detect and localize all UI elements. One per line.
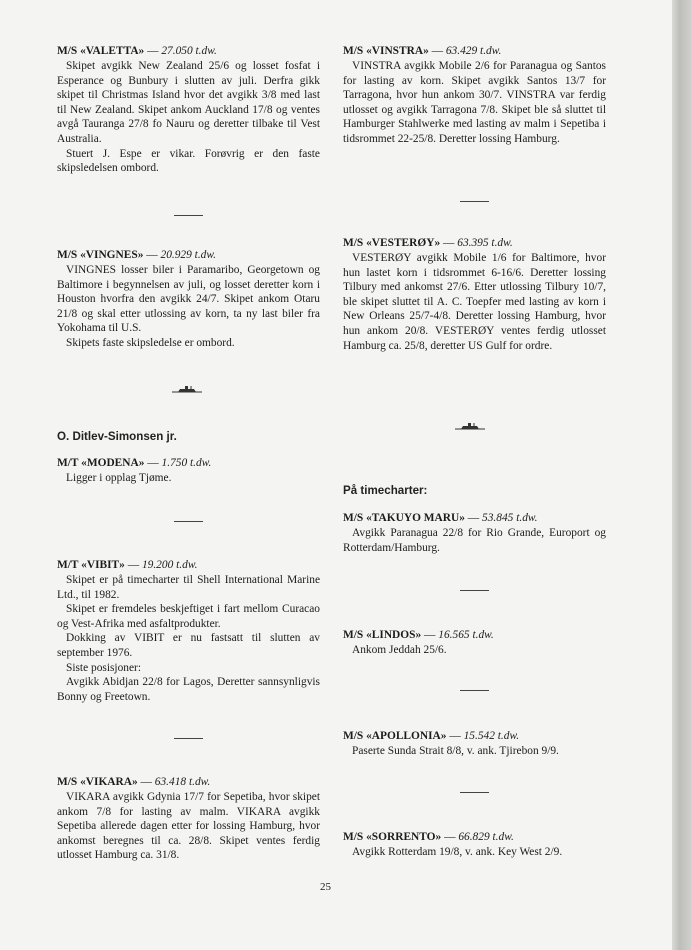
page-edge (672, 0, 691, 950)
ship-heading: M/S «LINDOS» — 16.565 t.dw. (343, 629, 494, 641)
report-paragraph: Paserte Sunda Strait 8/8, v. ank. Tjirebon 9/9. (352, 745, 559, 757)
ship-tonnage: 20.929 t.dw. (160, 249, 216, 261)
ship-name: M/T «VIBIT» (57, 559, 125, 571)
ship-entry-takuyo-maru (343, 511, 606, 555)
report-paragraph: VESTERØY avgikk Mobile 1/6 for Baltimore, hvor hun lastet korn i tidsrommet 6-16/6. Deretter lossing Tilbury med ankomst 27/6. Etter utlossing Tilbury 10/7, ble skipet sluttet til A. C. Toepfer med lasting av korn i New Orleans 25/7-4/8. Deretter lossing Hamburg, hvor hun ankom 20/8. VESTERØY ventes ferdig utlosset Hamburg ca. 25/8, deretter US Gulf for ordre. (343, 252, 606, 352)
ship-report (343, 744, 606, 759)
ship-heading: M/S «VESTERØY» — 63.395 t.dw. (343, 237, 513, 249)
report-paragraph: VINSTRA avgikk Mobile 2/6 for Paranagua og Santos for lasting av korn. Skipet avgikk Santos 13/7 for Tarragona, hvor hun ankom 30/7. VINSTRA var ferdig utlosset og avgikk Tarragona 7/8. Skipet ble så sluttet til Hamburger Stahlwerke med lasting av malm i Sepetiba i tidsrommet 22-25/8. Deretter lossing Hamburg. (343, 60, 606, 145)
ship-tonnage: 63.395 t.dw. (457, 237, 513, 249)
ship-entry-vikara (57, 775, 320, 863)
ship-ornament-icon (172, 384, 202, 394)
ship-report (57, 263, 320, 351)
ship-entry-modena (57, 456, 320, 486)
ship-name: M/S «TAKUYO MARU» (343, 512, 465, 524)
ship-tonnage: 53.845 t.dw. (482, 512, 538, 524)
ship-name: M/S «VALETTA» (57, 45, 145, 57)
ship-tonnage: 63.429 t.dw. (445, 45, 502, 57)
page-number: 25 (320, 881, 331, 893)
ship-heading: M/S «SORRENTO» — 66.829 t.dw. (343, 831, 514, 843)
ship-report (57, 573, 320, 704)
ship-heading: M/S «VIKARA» — 63.418 t.dw. (57, 776, 211, 788)
report-paragraph: Stuert J. Espe er vikar. Forøvrig er den faste skipsledelsen ombord. (57, 147, 320, 175)
ship-name: M/S «SORRENTO» (343, 831, 442, 843)
ship-heading: M/T «VIBIT» — 19.200 t.dw. (57, 559, 198, 571)
separator-rule (460, 590, 489, 591)
report-paragraph: Siste posisjoner: (66, 661, 141, 674)
ship-heading: M/S «VINGNES» — 20.929 t.dw. (57, 249, 216, 261)
report-paragraph: Skipet avgikk New Zealand 25/6 og losset fosfat i Esperance og Bunbury i slutten av juli. Derfra gikk skipet til Christmas Island hvor det avgikk 3/8 med last til New Zealand. Skipet ankom Auckland 17/8 og ventes avgå Tauranga 27/8 fo Nauru og deretter tilbake til Vest Australia. (57, 60, 320, 145)
report-paragraph: Skipet er fremdeles beskjeftiget i fart mellom Curacao og Vest-Afrika med asfaltprodukter. (57, 603, 320, 630)
ship-report (343, 59, 606, 147)
ship-entry-vingnes (57, 248, 320, 351)
ship-tonnage: 1.750 t.dw. (161, 457, 212, 469)
report-paragraph: Ankom Jeddah 25/6. (352, 644, 447, 656)
ship-name: M/T «MODENA» (57, 457, 145, 469)
ship-name: M/S «APOLLONIA» (343, 730, 447, 742)
section-heading: På timecharter: (343, 484, 428, 497)
ship-ornament-icon (455, 421, 485, 431)
report-paragraph: Dokking av VIBIT er nu fastsatt til slutten av september 1976. (57, 632, 320, 659)
report-paragraph: Avgikk Abidjan 22/8 for Lagos, Deretter sannsynligvis Bonny og Freetown. (57, 676, 320, 703)
ship-tonnage: 19.200 t.dw. (141, 559, 198, 571)
ship-report (57, 790, 320, 863)
separator-rule (174, 521, 203, 522)
ship-entry-valetta (57, 44, 320, 176)
ship-report (343, 643, 606, 658)
report-paragraph: Skipet er på timecharter til Shell International Marine Ltd., til 1982. (57, 574, 320, 601)
ship-name: M/S «VESTERØY» (343, 237, 441, 249)
ship-report (343, 526, 606, 555)
ship-entry-apollonia (343, 729, 606, 759)
separator-rule (174, 738, 203, 739)
report-paragraph: Ligger i opplag Tjøme. (66, 472, 172, 484)
ship-entry-vinstra (343, 44, 606, 147)
ship-entry-vibit (57, 558, 320, 704)
ship-entry-lindos (343, 628, 606, 658)
ship-entry-vesteroy (343, 236, 606, 353)
ship-report (343, 845, 606, 860)
ship-entry-sorrento (343, 830, 606, 860)
ship-heading: M/S «VINSTRA» — 63.429 t.dw. (343, 45, 502, 57)
ship-name: M/S «VINSTRA» (343, 45, 429, 57)
separator-rule (460, 792, 489, 793)
report-paragraph: Avgikk Paranagua 22/8 for Rio Grande, Europort og Rotterdam/Hamburg. (343, 527, 606, 554)
ship-report (57, 59, 320, 176)
ship-tonnage: 27.050 t.dw. (161, 45, 217, 57)
ship-heading: M/S «APOLLONIA» — 15.542 t.dw. (343, 730, 520, 742)
ship-heading: M/S «VALETTA» — 27.050 t.dw. (57, 45, 217, 57)
ship-tonnage: 16.565 t.dw. (438, 629, 494, 641)
report-paragraph: Skipets faste skipsledelse er ombord. (66, 336, 235, 349)
ship-heading: M/T «MODENA» — 1.750 t.dw. (57, 457, 212, 469)
ship-report (343, 251, 606, 353)
ship-report (57, 471, 320, 486)
ship-tonnage: 63.418 t.dw. (154, 776, 211, 788)
separator-rule (460, 201, 489, 202)
report-paragraph: VINGNES losser biler i Paramaribo, Georgetown og Baltimore i begynnelsen av juli, og losset deretter korn i Houston hvorfra den avgikk 24/7. Skipet ankom Otaru 21/8 og skal etter utlossing av korn, ta ny last biler fra Yokohama til U.S. (57, 264, 320, 335)
ship-tonnage: 15.542 t.dw. (463, 730, 520, 742)
company-heading: O. Ditlev-Simonsen jr. (57, 430, 177, 443)
separator-rule (460, 690, 489, 691)
report-paragraph: VIKARA avgikk Gdynia 17/7 for Sepetiba, hvor skipet ankom 7/8 for lasting av malm. VIKARA avgikk Sepetiba allerede dagen etter for lossing Hamburg, hvor ankomst beregnes til ca. 28/8. Skipet ventes ferdig utlosset Hamburg ca. 31/8. (57, 791, 320, 862)
report-paragraph: Avgikk Rotterdam 19/8, v. ank. Key West 2/9. (352, 846, 563, 858)
ship-name: M/S «VINGNES» (57, 249, 144, 261)
ship-name: M/S «VIKARA» (57, 776, 138, 788)
ship-heading: M/S «TAKUYO MARU» — 53.845 t.dw. (343, 512, 538, 524)
ship-tonnage: 66.829 t.dw. (458, 831, 514, 843)
ship-name: M/S «LINDOS» (343, 629, 422, 641)
separator-rule (174, 215, 203, 216)
